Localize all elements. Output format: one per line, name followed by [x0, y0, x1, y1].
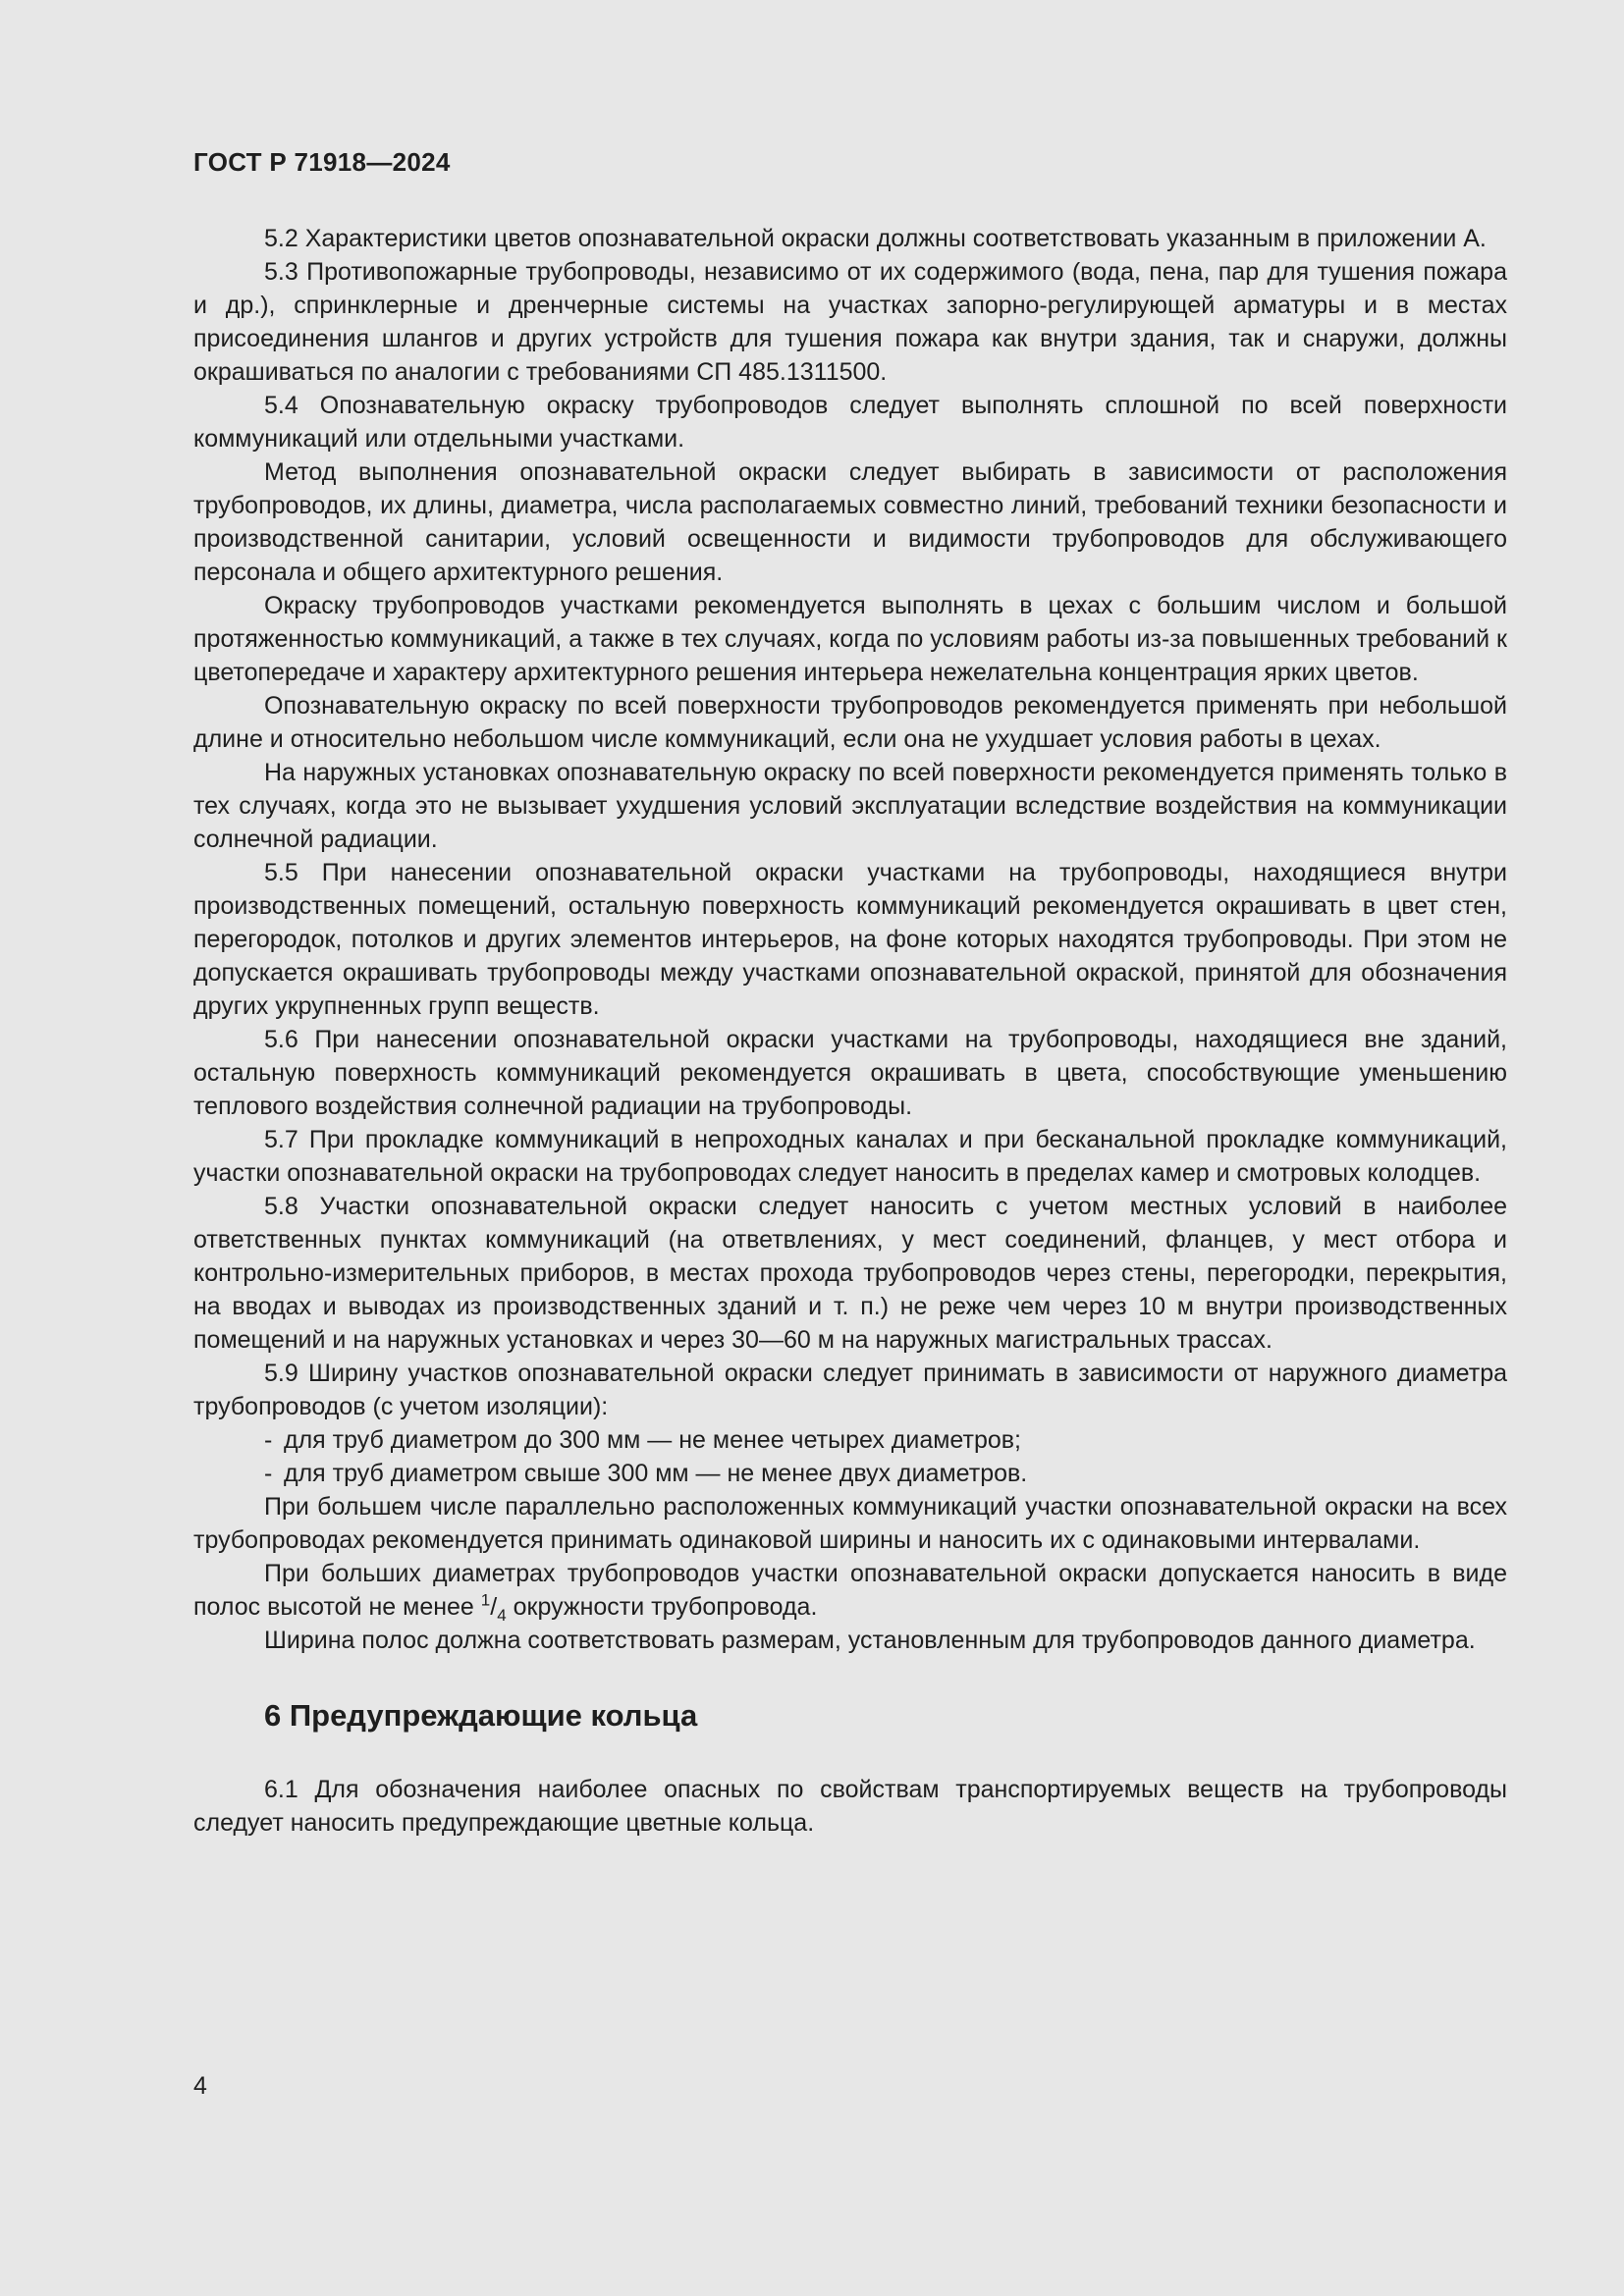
paragraph-5-4-sections: Окраску трубопроводов участками рекомендуется выполнять в цехах с большим числом и большой протяженностью коммуникаций, а также в тех случаях, когда по условиям работы из-за повышенных требований к цветопередаче и характеру архитектурного решения интерьера нежелательна концентрация ярких цветов.: [193, 592, 1507, 686]
paragraph-5-4-outdoor: На наружных установках опознавательную окраску по всей поверхности рекомендуется применять только в тех случаях, когда это не вызывает ухудшения условий эксплуатации вследствие воздействия на коммуникации солнечной радиации.: [193, 759, 1507, 853]
paragraph-5-4-whole: Опознавательную окраску по всей поверхности трубопроводов рекомендуется применять при небольшой длине и относительно небольшом числе коммуникаций, если она не ухудшает условия работы в цехах.: [193, 692, 1507, 753]
fraction-one-quarter: [480, 1590, 507, 1625]
paragraph-5-9: 5.9 Ширину участков опознавательной окраски следует принимать в зависимости от наружного диаметра трубопроводов (с учетом изоляции):: [193, 1360, 1507, 1420]
text-run: При больших диаметрах трубопроводов участки опознавательной окраски допускается наносить в виде полос высотой не менее: [193, 1560, 1507, 1621]
document-header: ГОСТ Р 71918—2024: [193, 147, 451, 177]
paragraph-5-9-large: [193, 1557, 1507, 1624]
list-item: [193, 1457, 1507, 1490]
page-number: 4: [193, 2072, 207, 2100]
paragraph-5-3: 5.3 Противопожарные трубопроводы, независимо от их содержимого (вода, пена, пар для тушения пожара и др.), спринклерные и дренчерные системы на участках запорно-регулирующей арматуры и в местах присоединения шлангов и других устройств для тушения пожара как внутри здания, так и снаружи, должны окрашиваться по аналогии с требованиями СП 485.1311500.: [193, 258, 1507, 386]
paragraph-5-6: 5.6 При нанесении опознавательной окраски участками на трубопроводы, находящиеся вне зданий, остальную поверхность коммуникаций рекомендуется окрашивать в цвета, способствующие уменьшению теплового воздействия солнечной радиации на трубопроводы.: [193, 1026, 1507, 1120]
paragraph-5-7: 5.7 При прокладке коммуникаций в непроходных каналах и при бесканальной прокладке коммуникаций, участки опознавательной окраски на трубопроводах следует наносить в пределах камер и смотровых колодцев.: [193, 1126, 1507, 1187]
paragraph-5-4-method: Метод выполнения опознавательной окраски следует выбирать в зависимости от расположения трубопроводов, их длины, диаметра, числа располагаемых совместно линий, требований техники безопасности и производственной санитарии, условий освещенности и видимости трубопроводов для обслуживающего персонала и общего архитектурного решения.: [193, 458, 1507, 586]
paragraph-5-2: 5.2 Характеристики цветов опознавательной окраски должны соответствовать указанным в приложении А.: [264, 225, 1487, 252]
dash-marker: -: [264, 1426, 273, 1454]
list-item-text: для труб диаметром до 300 мм — не менее четырех диаметров;: [284, 1426, 1021, 1454]
fraction-slash: /: [490, 1593, 498, 1621]
paragraph-5-4: 5.4 Опознавательную окраску трубопроводов следует выполнять сплошной по всей поверхности коммуникаций или отдельными участками.: [193, 392, 1507, 453]
fraction-numerator: 1: [480, 1590, 491, 1610]
paragraph-6-1: 6.1 Для обозначения наиболее опасных по свойствам транспортируемых веществ на трубопроводы следует наносить предупреждающие цветные кольца.: [193, 1776, 1507, 1837]
list-item: [193, 1423, 1507, 1457]
section-6-title: 6 Предупреждающие кольца: [264, 1698, 698, 1733]
text-run: окружности трубопровода.: [506, 1593, 818, 1621]
paragraph-5-9-parallel: При большем числе параллельно расположенных коммуникаций участки опознавательной окраски на всех трубопроводах рекомендуется принимать одинаковой ширины и наносить их с одинаковыми интервалами.: [193, 1493, 1507, 1554]
paragraph-5-8: 5.8 Участки опознавательной окраски следует наносить с учетом местных условий в наиболее ответственных пунктах коммуникаций (на ответвлениях, у мест соединений, фланцев, у мест отбора и контрольно-измерительных приборов, в местах прохода трубопроводов через стены, перегородки, перекрытия, на вводах и выводах из производственных зданий и т. п.) не реже чем через 10 м внутри производственных помещений и на наружных установках и через 30—60 м на наружных магистральных трассах.: [193, 1193, 1507, 1354]
dash-marker: -: [264, 1460, 273, 1487]
list-item-text: для труб диаметром свыше 300 мм — не менее двух диаметров.: [284, 1460, 1028, 1487]
paragraph-5-9-width: Ширина полос должна соответствовать размерам, установленным для трубопроводов данного диаметра.: [264, 1627, 1476, 1654]
document-body: [193, 222, 1507, 1840]
paragraph-5-5: 5.5 При нанесении опознавательной окраски участками на трубопроводы, находящиеся внутри производственных помещений, остальную поверхность коммуникаций рекомендуется окрашивать в цвет стен, перегородок, потолков и других элементов интерьеров, на фоне которых находятся трубопроводы. При этом не допускается окрашивать трубопроводы между участками опознавательной окраской, принятой для обозначения других укрупненных групп веществ.: [193, 859, 1507, 1020]
fraction-denominator: 4: [497, 1606, 507, 1625]
